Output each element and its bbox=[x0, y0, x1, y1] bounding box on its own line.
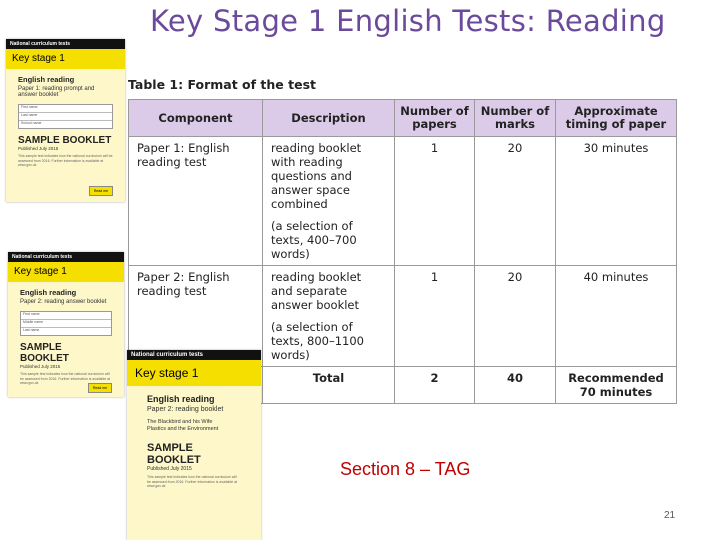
total-timing-cell: Recommended 70 minutes bbox=[556, 367, 677, 404]
total-marks-cell: 40 bbox=[475, 367, 556, 404]
table-row bbox=[129, 137, 677, 266]
timing-cell: 30 minutes bbox=[556, 137, 677, 266]
column-header: Description bbox=[263, 100, 395, 137]
booklet-fine-print: This sample test indicates how the national curriculum will be assessed from 2016. Further information is available at www.gov.uk bbox=[20, 372, 111, 385]
booklet-subtitle: Paper 1: reading prompt and answer booklet bbox=[18, 86, 95, 98]
booklet-name-form bbox=[20, 311, 112, 336]
component-cell: Paper 2: English reading test bbox=[129, 266, 263, 367]
section-label: Section 8 – TAG bbox=[340, 459, 471, 479]
booklet-header: National curriculum tests bbox=[8, 252, 124, 262]
booklet-cover-paper-2-answer bbox=[8, 252, 124, 397]
booklet-subtitle: Paper 2: reading booklet bbox=[147, 406, 224, 413]
booklet-subtitle: Paper 2: reading answer booklet bbox=[20, 299, 107, 305]
booklet-read-me-button: Read me bbox=[88, 383, 112, 393]
booklet-story-title: Plastics and the Environment bbox=[147, 426, 219, 432]
marks-cell: 20 bbox=[475, 266, 556, 367]
booklet-cover-paper-1 bbox=[6, 39, 125, 202]
total-label-cell: Total bbox=[263, 367, 395, 404]
description-cell bbox=[263, 137, 395, 266]
table-header-row bbox=[129, 100, 677, 137]
booklet-stage: Key stage 1 bbox=[6, 49, 125, 69]
form-field: School name bbox=[21, 121, 42, 125]
papers-cell: 1 bbox=[395, 266, 475, 367]
timing-cell: 40 minutes bbox=[556, 266, 677, 367]
booklet-sample-label: SAMPLE BOOKLET bbox=[18, 135, 112, 146]
table-title: Table 1: Format of the test bbox=[128, 77, 316, 92]
booklet-cover-paper-2-reading bbox=[127, 350, 261, 540]
booklet-fine-print: This sample test indicates how the national curriculum will be assessed from 2016. Further information is available at www.gov.uk bbox=[147, 475, 238, 488]
form-field: Last name bbox=[19, 113, 112, 121]
booklet-title: English reading bbox=[20, 288, 77, 297]
description-cell bbox=[263, 266, 395, 367]
booklet-sample-label: SAMPLE BOOKLET bbox=[20, 342, 69, 364]
booklet-published: Published July 2015 bbox=[18, 146, 59, 151]
marks-cell: 20 bbox=[475, 137, 556, 266]
total-papers-cell: 2 bbox=[395, 367, 475, 404]
booklet-story-title: The Blackbird and his Wife bbox=[147, 419, 213, 425]
booklet-published: Published July 2015 bbox=[20, 364, 61, 369]
booklet-sample-label: SAMPLE BOOKLET bbox=[147, 442, 201, 466]
description-text: reading booklet with reading questions and answer space combined bbox=[271, 141, 362, 211]
booklet-published: Published July 2015 bbox=[147, 466, 192, 472]
description-extra: (a selection of texts, 400–700 words) bbox=[271, 219, 357, 261]
booklet-title: English reading bbox=[147, 394, 215, 404]
booklet-stage: Key stage 1 bbox=[8, 262, 124, 282]
column-header: Component bbox=[129, 100, 263, 137]
column-header: Number of marks bbox=[475, 100, 556, 137]
description-extra: (a selection of texts, 800–1100 words) bbox=[271, 320, 364, 362]
booklet-read-me-button: Read me bbox=[89, 186, 113, 196]
booklet-name-form bbox=[18, 104, 113, 129]
booklet-stage: Key stage 1 bbox=[127, 360, 261, 386]
form-field: First name bbox=[21, 312, 111, 320]
booklet-header: National curriculum tests bbox=[6, 39, 125, 49]
papers-cell: 1 bbox=[395, 137, 475, 266]
form-field: Middle name bbox=[21, 320, 111, 328]
booklet-title: English reading bbox=[18, 75, 75, 84]
booklet-header: National curriculum tests bbox=[127, 350, 261, 360]
column-header: Number of papers bbox=[395, 100, 475, 137]
slide-title: Key Stage 1 English Tests: Reading bbox=[150, 4, 666, 38]
description-text: reading booklet and separate answer booklet bbox=[271, 270, 362, 312]
form-field: First name bbox=[19, 105, 112, 113]
form-field: Last name bbox=[23, 328, 40, 332]
column-header: Approximate timing of paper bbox=[556, 100, 677, 137]
booklet-fine-print: This sample test indicates how the national curriculum will be assessed from 2016. Further information is available at www.gov.uk bbox=[18, 154, 113, 167]
component-cell: Paper 1: English reading test bbox=[129, 137, 263, 266]
page-number: 21 bbox=[664, 510, 676, 521]
